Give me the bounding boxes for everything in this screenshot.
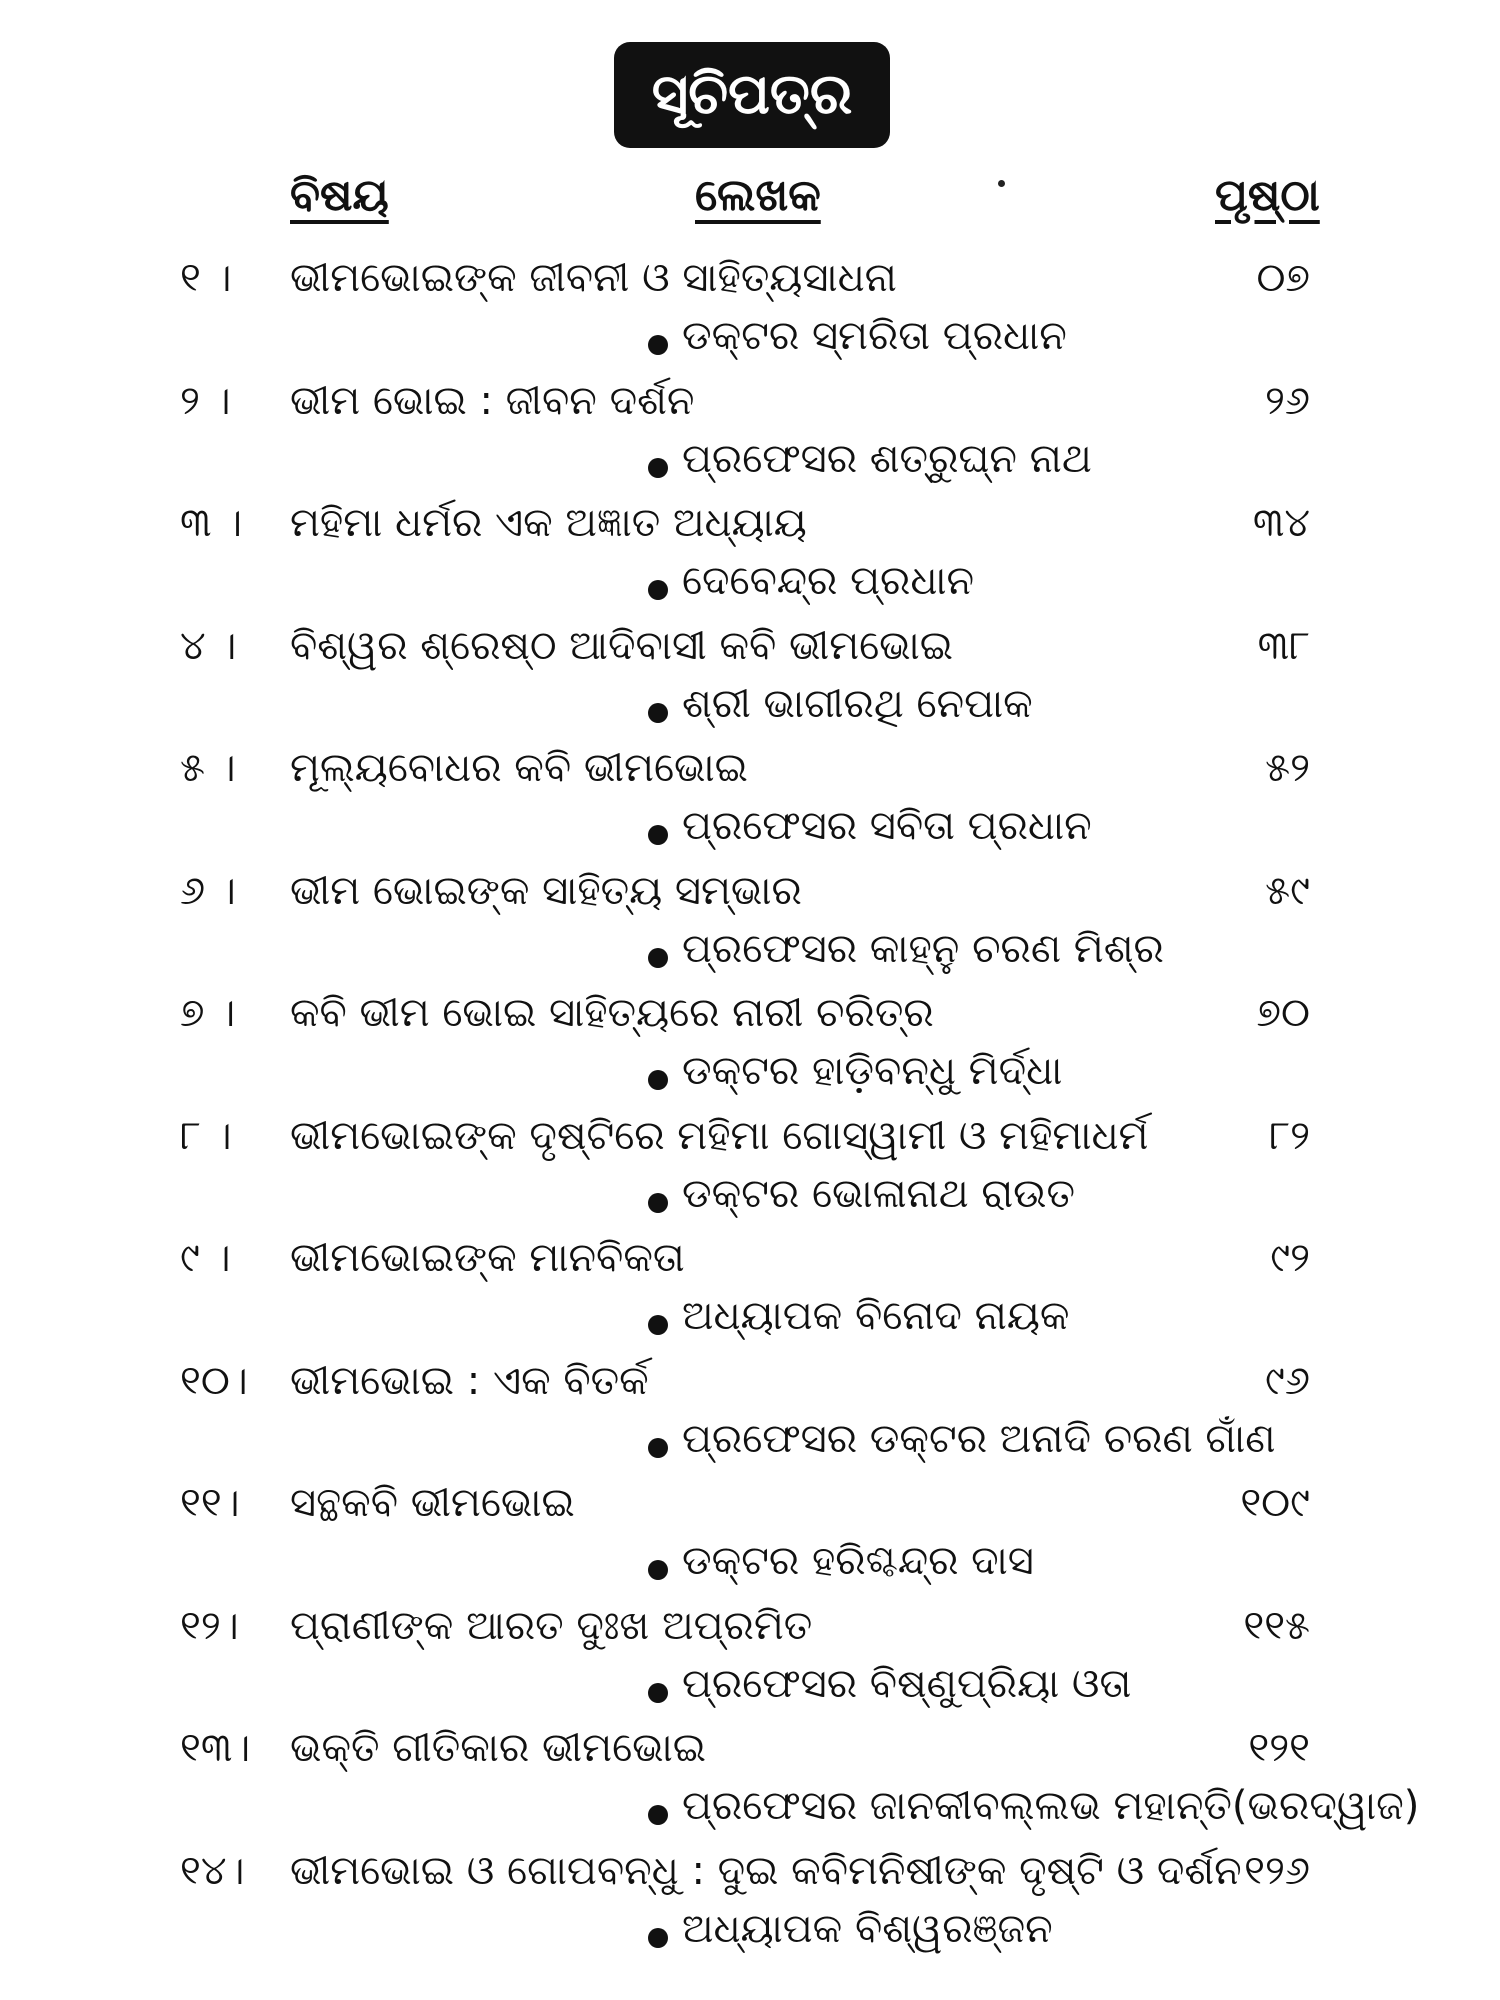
entry-number: ୩ । — [180, 500, 243, 546]
entry-title: ପ୍ରାଣୀଙ୍କ ଆରତ ଦୁଃଖ ଅପ୍ରମିତ — [290, 1602, 813, 1649]
bullet-icon — [648, 948, 668, 968]
entry-author: ଅଧ୍ୟାପକ ବିଶ୍ୱରଞ୍ଜନ — [682, 1905, 1053, 1952]
toc-entry — [0, 1603, 1500, 1725]
bullet-icon — [648, 335, 668, 355]
stray-dot-mark — [998, 180, 1005, 187]
entry-page-number: ୧୧୫ — [1243, 1602, 1310, 1649]
toc-entry — [0, 745, 1500, 867]
entry-page-number: ୧୨୧ — [1248, 1725, 1310, 1771]
toc-entry — [0, 1113, 1500, 1235]
bullet-icon — [648, 1070, 668, 1090]
entry-page-number: ୩୪ — [1252, 500, 1310, 546]
entry-number: ୧୩। — [180, 1725, 251, 1771]
entry-page-number: ୭୦ — [1256, 990, 1310, 1036]
entry-author: ଡକ୍ଟର ହରିଶ୍ଚନ୍ଦ୍ର ଦାସ — [682, 1538, 1034, 1584]
bullet-icon — [648, 1805, 668, 1825]
entry-number: ୪ । — [180, 622, 237, 669]
toc-entry — [0, 1358, 1500, 1480]
entry-title: ଭୀମଭୋଇଙ୍କ ଜୀବନୀ ଓ ସାହିତ୍ୟସାଧନା — [290, 255, 897, 301]
entry-author: ଡକ୍ଟର ହାଡ଼ିବନ୍ଧୁ ମିର୍ଦ୍ଧା — [682, 1048, 1063, 1094]
entry-title: ବିଶ୍ୱର ଶ୍ରେଷ୍ଠ ଆଦିବାସୀ କବି ଭୀମଭୋଇ — [290, 622, 954, 669]
entry-title: ଭୀମଭୋଇଙ୍କ ଦୃଷ୍ଟିରେ ମହିମା ଗୋସ୍ୱାମୀ ଓ ମହିମାଧର୍ମ — [290, 1112, 1149, 1159]
entry-author: ଶ୍ରୀ ଭାଗୀରଥି ନେପାକ — [682, 680, 1033, 727]
entry-page-number: ୮୨ — [1269, 1112, 1310, 1159]
bullet-icon — [648, 703, 668, 723]
entry-number: ୮ । — [180, 1112, 232, 1159]
entry-author: ପ୍ରଫେସର ଜାନକୀବଲ୍ଲଭ ମହାନ୍ତି(ଭରଦ୍ୱାଜ) — [682, 1783, 1420, 1829]
bullet-icon — [648, 580, 668, 600]
entry-page-number: ୦୭ — [1256, 255, 1310, 301]
toc-entry — [0, 990, 1500, 1112]
bullet-icon — [648, 1683, 668, 1703]
entry-page-number: ୫୨ — [1265, 745, 1310, 791]
entry-title: ସନ୍ଥକବି ଭୀମଭୋଇ — [290, 1480, 575, 1526]
entry-number: ୫ । — [180, 745, 236, 791]
toc-entry — [0, 255, 1500, 377]
bullet-icon — [648, 1438, 668, 1458]
toc-entry — [0, 1480, 1500, 1602]
page-column-header: ପୃଷ୍ଠା — [1215, 170, 1320, 221]
entry-title: ଭୀମଭୋଇ : ଏକ ବିତର୍କ — [290, 1357, 649, 1404]
entry-page-number: ୧୨୬ — [1244, 1847, 1310, 1894]
bullet-icon — [648, 1560, 668, 1580]
entry-number: ୭ । — [180, 990, 236, 1036]
entry-title: ଭୀମ ଭୋଇ : ଜୀବନ ଦର୍ଶନ — [290, 377, 695, 424]
bullet-icon — [648, 1193, 668, 1213]
entry-title: କବି ଭୀମ ଭୋଇ ସାହିତ୍ୟରେ ନାରୀ ଚରିତ୍ର — [290, 990, 934, 1036]
entry-author: ଅଧ୍ୟାପକ ବିନୋଦ ନାୟକ — [682, 1293, 1070, 1339]
entry-page-number: ୯୬ — [1265, 1357, 1310, 1404]
entry-author: ଡକ୍ଟର ସ୍ମରିତା ପ୍ରଧାନ — [682, 313, 1067, 359]
entry-title: ଭକ୍ତି ଗୀତିକାର ଭୀମଭୋଇ — [290, 1725, 706, 1771]
entry-page-number: ୫୯ — [1265, 867, 1310, 914]
entry-author: ପ୍ରଫେସର କାହ୍ନୁ ଚରଣ ମିଶ୍ର — [682, 925, 1164, 972]
toc-entry — [0, 1848, 1500, 1970]
entry-page-number: ୧୦୯ — [1240, 1480, 1310, 1526]
author-column-header: ଲେଖକ — [695, 170, 821, 221]
toc-entry — [0, 1725, 1500, 1847]
toc-entry — [0, 868, 1500, 990]
entry-author: ପ୍ରଫେସର ଶତ୍ରୁଘ୍ନ ନାଥ — [682, 435, 1092, 482]
entry-page-number: ୯୨ — [1270, 1235, 1310, 1281]
entry-page-number: ୩୮ — [1257, 622, 1310, 669]
entry-author: ଡକ୍ଟର ଭୋଳାନାଥ ରାଉତ — [682, 1170, 1075, 1217]
entry-author: ପ୍ରଫେସର ଡକ୍ଟର ଅନାଦି ଚରଣ ଗାଁଣ — [682, 1415, 1276, 1462]
toc-entry — [0, 623, 1500, 745]
entry-author: ପ୍ରଫେସର ବିଷ୍ଣୁପ୍ରିୟା ଓତା — [682, 1660, 1132, 1707]
entry-title: ଭୀମଭୋଇ ଓ ଗୋପବନ୍ଧୁ : ଦୁଇ କବିମନିଷୀଙ୍କ ଦୃଷ୍ଟି ଓ ଦର୍ଶନ — [290, 1847, 1242, 1894]
entry-number: ୧୧। — [180, 1480, 240, 1526]
toc-entry — [0, 1235, 1500, 1357]
entry-title: ମହିମା ଧର୍ମର ଏକ ଅଜ୍ଞାତ ଅଧ୍ୟାୟ — [290, 500, 807, 546]
entry-number: ୯ । — [180, 1235, 231, 1281]
entry-number: ୧୨। — [180, 1602, 239, 1649]
entry-number: ୧୦। — [180, 1357, 248, 1404]
entry-number: ୧ । — [180, 255, 232, 301]
entry-page-number: ୨୬ — [1264, 377, 1310, 424]
entry-number: ୨ । — [180, 377, 231, 424]
toc-entry — [0, 500, 1500, 622]
bullet-icon — [648, 1315, 668, 1335]
subject-column-header: ବିଷୟ — [290, 170, 389, 221]
bullet-icon — [648, 458, 668, 478]
page-title: ସୂଚିପତ୍ର — [614, 42, 890, 148]
bullet-icon — [648, 825, 668, 845]
entry-number: ୧୪। — [180, 1847, 245, 1894]
entry-author: ପ୍ରଫେସର ସବିତା ପ୍ରଧାନ — [682, 803, 1092, 849]
entry-author: ଦେବେନ୍ଦ୍ର ପ୍ରଧାନ — [682, 558, 975, 604]
entry-title: ମୂଲ୍ୟବୋଧର କବି ଭୀମଭୋଇ — [290, 745, 748, 791]
entry-title: ଭୀମଭୋଇଙ୍କ ମାନବିକତା — [290, 1235, 685, 1281]
bullet-icon — [648, 1928, 668, 1948]
toc-entry — [0, 378, 1500, 500]
entry-title: ଭୀମ ଭୋଇଙ୍କ ସାହିତ୍ୟ ସମ୍ଭାର — [290, 867, 802, 914]
entry-number: ୬ । — [180, 867, 236, 914]
